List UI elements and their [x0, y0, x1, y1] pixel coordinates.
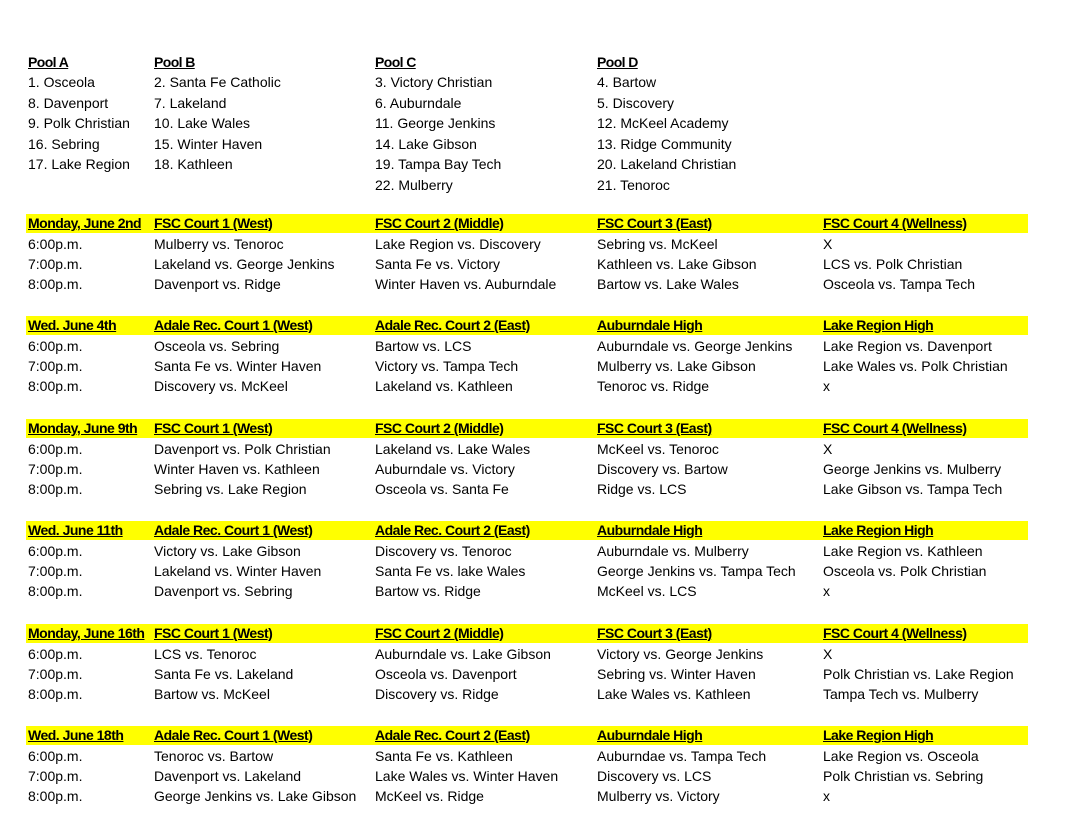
venue-header: Adale Rec. Court 2 (East) — [375, 522, 530, 538]
game-cell: Discovery vs. Tenoroc — [375, 543, 512, 559]
game-cell: Tenoroc vs. Ridge — [597, 378, 710, 394]
schedule-date: Wed. June 11th — [28, 522, 123, 538]
slot-time: 8:00p.m. — [28, 583, 83, 599]
schedule-date: Wed. June 4th — [28, 317, 117, 333]
schedule-date: Wed. June 18th — [28, 727, 124, 743]
pool-team: 3. Victory Christian — [375, 74, 493, 90]
game-cell: Lakeland vs. Kathleen — [375, 378, 513, 394]
schedule-date: Monday, June 16th — [28, 625, 145, 641]
game-cell: Kathleen vs. Lake Gibson — [597, 256, 757, 272]
venue-header: Auburndale High — [597, 317, 703, 333]
game-cell: George Jenkins vs. Mulberry — [823, 461, 1002, 477]
pool-team: 14. Lake Gibson — [375, 135, 477, 152]
venue-header: FSC Court 1 (West) — [154, 625, 273, 641]
slot-time: 7:00p.m. — [28, 563, 83, 579]
venue-header: FSC Court 3 (East) — [597, 215, 712, 231]
game-cell: Osceola vs. Polk Christian — [823, 563, 987, 579]
venue-header: FSC Court 2 (Middle) — [375, 420, 504, 436]
game-cell: Tampa Tech vs. Mulberry — [823, 686, 979, 702]
game-cell: Santa Fe vs. Winter Haven — [154, 358, 322, 374]
game-cell: Auburndae vs. Tampa Tech — [597, 748, 767, 764]
venue-header: FSC Court 3 (East) — [597, 420, 712, 436]
pool-title: Pool C — [375, 54, 416, 70]
slot-time: 7:00p.m. — [28, 461, 83, 477]
game-cell: LCS vs. Polk Christian — [823, 256, 963, 272]
pool-team: 2. Santa Fe Catholic — [154, 74, 281, 90]
game-cell: Osceola vs. Santa Fe — [375, 481, 509, 497]
game-cell: Lake Region vs. Davenport — [823, 338, 992, 354]
pool-team: 7. Lakeland — [154, 94, 227, 111]
game-cell: Osceola vs. Sebring — [154, 338, 280, 354]
game-cell: X — [823, 441, 833, 457]
pool-team: 19. Tampa Bay Tech — [375, 156, 502, 173]
schedule-block — [0, 726, 1080, 818]
slot-time: 6:00p.m. — [28, 646, 83, 662]
slot-time: 7:00p.m. — [28, 768, 83, 784]
slot-time: 6:00p.m. — [28, 441, 83, 457]
slot-time: 7:00p.m. — [28, 256, 83, 272]
pool-c — [375, 52, 501, 196]
venue-header: FSC Court 4 (Wellness) — [823, 625, 967, 641]
game-cell: Mulberry vs. Lake Gibson — [597, 358, 756, 374]
game-cell: x — [823, 788, 830, 804]
pool-title: Pool A — [28, 54, 69, 70]
slot-time: 8:00p.m. — [28, 686, 83, 702]
venue-header: Adale Rec. Court 1 (West) — [154, 522, 313, 538]
game-cell: Auburndale vs. Mulberry — [597, 543, 749, 559]
game-cell: Victory vs. George Jenkins — [597, 646, 764, 662]
game-cell: Polk Christian vs. Lake Region — [823, 666, 1014, 682]
game-cell: LCS vs. Tenoroc — [154, 646, 257, 662]
venue-header: FSC Court 4 (Wellness) — [823, 215, 967, 231]
schedule-block — [0, 624, 1080, 716]
pool-team: 4. Bartow — [597, 74, 657, 90]
game-cell: Sebring vs. Lake Region — [154, 481, 307, 497]
schedule-date: Monday, June 9th — [28, 420, 138, 436]
pool-team: 12. McKeel Academy — [597, 115, 729, 132]
slot-time: 8:00p.m. — [28, 481, 83, 497]
slot-time: 8:00p.m. — [28, 276, 83, 292]
venue-header: Adale Rec. Court 2 (East) — [375, 727, 530, 743]
venue-header: FSC Court 3 (East) — [597, 625, 712, 641]
game-cell: Discovery vs. McKeel — [154, 378, 288, 394]
pool-team: 6. Auburndale — [375, 94, 462, 111]
venue-header: FSC Court 1 (West) — [154, 215, 273, 231]
schedule-block — [0, 214, 1080, 306]
game-cell: Osceola vs. Tampa Tech — [823, 276, 976, 292]
venue-header: Adale Rec. Court 2 (East) — [375, 317, 530, 333]
pool-team: 10. Lake Wales — [154, 115, 250, 132]
game-cell: Davenport vs. Polk Christian — [154, 441, 331, 457]
pool-team: 16. Sebring — [28, 135, 100, 152]
slot-time: 6:00p.m. — [28, 338, 83, 354]
pool-team: 15. Winter Haven — [154, 135, 263, 152]
slot-time: 7:00p.m. — [28, 666, 83, 682]
pool-a — [28, 52, 130, 175]
pool-team: 11. George Jenkins — [375, 115, 496, 132]
venue-header: Auburndale High — [597, 727, 703, 743]
game-cell: Mulberry vs. Tenoroc — [154, 236, 284, 252]
game-cell: Bartow vs. McKeel — [154, 686, 270, 702]
game-cell: Lake Wales vs. Kathleen — [597, 686, 751, 702]
game-cell: Winter Haven vs. Auburndale — [375, 276, 557, 292]
pool-team: 9. Polk Christian — [28, 115, 130, 132]
game-cell: Discovery vs. LCS — [597, 768, 712, 784]
game-cell: Santa Fe vs. Victory — [375, 256, 501, 272]
schedule-block — [0, 419, 1080, 511]
pool-team: 8. Davenport — [28, 94, 109, 111]
game-cell: Lake Region vs. Kathleen — [823, 543, 983, 559]
venue-header: Adale Rec. Court 1 (West) — [154, 727, 313, 743]
venue-header: Adale Rec. Court 1 (West) — [154, 317, 313, 333]
slot-time: 8:00p.m. — [28, 788, 83, 804]
pool-b — [154, 52, 281, 175]
venue-header: Lake Region High — [823, 522, 934, 538]
game-cell: Victory vs. Lake Gibson — [154, 543, 301, 559]
schedule-block — [0, 316, 1080, 408]
game-cell: X — [823, 236, 833, 252]
game-cell: George Jenkins vs. Tampa Tech — [597, 563, 796, 579]
pool-d — [597, 52, 736, 196]
game-cell: Lake Gibson vs. Tampa Tech — [823, 481, 1003, 497]
game-cell: Lake Wales vs. Polk Christian — [823, 358, 1008, 374]
venue-header: Auburndale High — [597, 522, 703, 538]
pool-team: 18. Kathleen — [154, 156, 233, 173]
venue-header: Lake Region High — [823, 727, 934, 743]
game-cell: Sebring vs. Winter Haven — [597, 666, 756, 682]
game-cell: Bartow vs. Lake Wales — [597, 276, 739, 292]
game-cell: Discovery vs. Ridge — [375, 686, 499, 702]
game-cell: Lakeland vs. Lake Wales — [375, 441, 531, 457]
game-cell: Osceola vs. Davenport — [375, 666, 517, 682]
slot-time: 6:00p.m. — [28, 748, 83, 764]
game-cell: Mulberry vs. Victory — [597, 788, 720, 804]
game-cell: Santa Fe vs. Lakeland — [154, 666, 294, 682]
schedule-block — [0, 521, 1080, 613]
game-cell: Davenport vs. Ridge — [154, 276, 281, 292]
venue-header: FSC Court 2 (Middle) — [375, 625, 504, 641]
game-cell: Auburndale vs. George Jenkins — [597, 338, 793, 354]
pool-team: 22. Mulberry — [375, 176, 453, 193]
game-cell: Bartow vs. Ridge — [375, 583, 481, 599]
pool-title: Pool D — [597, 54, 638, 70]
game-cell: Davenport vs. Sebring — [154, 583, 293, 599]
game-cell: Lake Wales vs. Winter Haven — [375, 768, 559, 784]
pool-team: 21. Tenoroc — [597, 176, 670, 193]
slot-time: 7:00p.m. — [28, 358, 83, 374]
game-cell: Auburndale vs. Lake Gibson — [375, 646, 551, 662]
pool-team: 13. Ridge Community — [597, 135, 732, 152]
venue-header: FSC Court 1 (West) — [154, 420, 273, 436]
game-cell: Bartow vs. LCS — [375, 338, 472, 354]
slot-time: 6:00p.m. — [28, 236, 83, 252]
game-cell: Lake Region vs. Osceola — [823, 748, 979, 764]
game-cell: Polk Christian vs. Sebring — [823, 768, 984, 784]
game-cell: Lakeland vs. Winter Haven — [154, 563, 322, 579]
game-cell: Santa Fe vs. lake Wales — [375, 563, 526, 579]
game-cell: Davenport vs. Lakeland — [154, 768, 302, 784]
pool-team: 5. Discovery — [597, 94, 675, 111]
game-cell: Victory vs. Tampa Tech — [375, 358, 519, 374]
venue-header: FSC Court 4 (Wellness) — [823, 420, 967, 436]
game-cell: X — [823, 646, 833, 662]
game-cell: McKeel vs. LCS — [597, 583, 697, 599]
venue-header: Lake Region High — [823, 317, 934, 333]
schedule-date: Monday, June 2nd — [28, 215, 142, 231]
game-cell: Sebring vs. McKeel — [597, 236, 718, 252]
game-cell: Discovery vs. Bartow — [597, 461, 728, 477]
game-cell: Winter Haven vs. Kathleen — [154, 461, 320, 477]
slot-time: 8:00p.m. — [28, 378, 83, 394]
pools-section — [0, 52, 1080, 192]
game-cell: Ridge vs. LCS — [597, 481, 687, 497]
pool-team: 17. Lake Region — [28, 156, 130, 173]
game-cell: McKeel vs. Ridge — [375, 788, 484, 804]
pool-team: 20. Lakeland Christian — [597, 156, 737, 173]
slot-time: 6:00p.m. — [28, 543, 83, 559]
game-cell: Lake Region vs. Discovery — [375, 236, 541, 252]
game-cell: Lakeland vs. George Jenkins — [154, 256, 335, 272]
game-cell: George Jenkins vs. Lake Gibson — [154, 788, 357, 804]
game-cell: x — [823, 583, 830, 599]
venue-header: FSC Court 2 (Middle) — [375, 215, 504, 231]
game-cell: x — [823, 378, 830, 394]
game-cell: Santa Fe vs. Kathleen — [375, 748, 513, 764]
pool-team: 1. Osceola — [28, 74, 95, 90]
game-cell: McKeel vs. Tenoroc — [597, 441, 719, 457]
game-cell: Tenoroc vs. Bartow — [154, 748, 274, 764]
pool-title: Pool B — [154, 54, 195, 70]
game-cell: Auburndale vs. Victory — [375, 461, 515, 477]
